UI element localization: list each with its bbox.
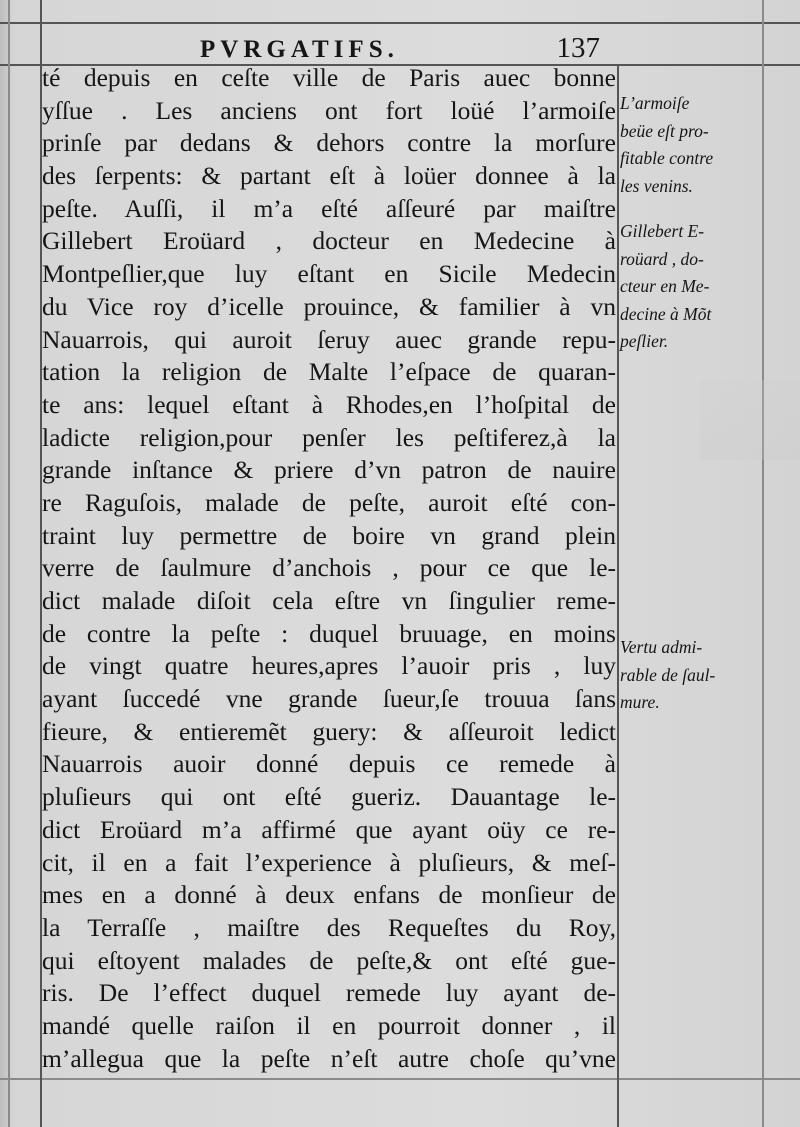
text-line: qui eſtoyent malades de peſte,& ont eſté gue- <box>42 945 616 975</box>
margin-note-line: peſlier. <box>620 331 669 351</box>
text-line: m’allegua que la peſte n’eſt autre choſe qu’vne <box>42 1043 616 1073</box>
text-line: prinſe par dedans & dehors contre la morſure <box>42 128 616 158</box>
margin-note-line: roüard , do- <box>620 248 704 269</box>
margin-note-line: decine à Mõt <box>620 303 712 324</box>
text-line: ladicte religion,pour penſer les peſtiferez,à la <box>42 422 616 452</box>
bleed-through-shadow <box>700 380 800 460</box>
text-line: verre de ſaulmure d’anchois , pour ce que le- <box>42 553 616 583</box>
text-line: Nauarrois auoir donné depuis ce remede à <box>42 749 616 779</box>
text-line: dict Eroüard m’a affirmé que ayant oüy ce re- <box>42 814 616 844</box>
text-line: de vingt quatre heures,apres l’auoir pris , luy <box>42 651 616 681</box>
text-line: tation la religion de Malte l’eſpace de quaran- <box>42 357 616 387</box>
page-number: 137 <box>556 32 600 64</box>
text-line: Gillebert Eroüard , docteur en Medecine à <box>42 226 616 256</box>
margin-note-line: fitable contre <box>620 148 714 168</box>
margin-note-line: les venins. <box>620 175 693 196</box>
outer-left-rule <box>8 0 10 1127</box>
text-line: re Raguſois, malade de peſte, auroit eſté con- <box>42 487 616 517</box>
text-margin-rule <box>617 64 619 1127</box>
text-line: traint luy permettre de boire vn grand plein <box>42 520 616 550</box>
text-line: peſte. Auſſi, il m’a eſté aſſeuré par maiſtre <box>42 193 616 223</box>
margin-note-line: rable de ſaul- <box>620 664 716 685</box>
margin-note-line: Gillebert E- <box>620 221 705 241</box>
margin-note-line: mure. <box>620 692 660 712</box>
margin-note-line: beüe eſt pro- <box>620 120 709 141</box>
text-line: té depuis en ceſte ville de Paris auec bonne <box>42 63 616 92</box>
bottom-rule <box>0 1078 800 1080</box>
margin-note-saulmure <box>620 634 762 717</box>
text-line: yſſue . Les anciens ont fort loüé l’armoiſe <box>42 95 616 125</box>
text-line: mandé quelle raiſon il en pourroit donner , il <box>42 1010 616 1040</box>
main-text-block <box>42 62 616 1075</box>
text-line: fieure, & entieremẽt guery: & aſſeuroit ledict <box>42 716 616 746</box>
text-line: ayant ſuccedé vne grande ſueur,ſe trouua ſans <box>42 684 616 714</box>
top-rule <box>0 22 800 24</box>
running-title: PVRGATIFS. <box>200 36 399 63</box>
text-line: cit, il en a fait l’experience à pluſieurs, & meſ- <box>42 847 616 877</box>
text-line: Nauarrois, qui auroit ſeruy auec grande repu- <box>42 324 616 354</box>
text-line: du Vice roy d’icelle prouince, & familier à vn <box>42 291 616 321</box>
margin-note-eroüard <box>620 218 762 356</box>
margin-note-line: Vertu admi- <box>620 637 703 657</box>
text-line: ris. De l’effect duquel remede luy ayant de- <box>42 978 616 1008</box>
text-line: de contre la peſte : duquel bruuage, en moins <box>42 618 616 648</box>
margin-note-line: L’armoiſe <box>620 93 690 113</box>
margin-note-armoise <box>620 90 762 200</box>
text-line: la Terraſſe , maiſtre des Requeſtes du Roy, <box>42 912 616 942</box>
text-line: Montpeſlier,que luy eſtant en Sicile Medecin <box>42 259 616 289</box>
text-line: pluſieurs qui ont eſté gueriz. Dauantage le- <box>42 782 616 812</box>
text-line: mes en a donné à deux enfans de monſieur de <box>42 880 616 910</box>
margin-note-line: cteur en Me- <box>620 276 710 296</box>
text-line: dict malade diſoit cela eſtre vn ſingulier reme- <box>42 586 616 615</box>
text-line: grande inſtance & priere d’vn patron de nauire <box>42 455 616 485</box>
right-edge-rule <box>762 0 764 1127</box>
text-line: te ans: lequel eſtant à Rhodes,en l’hoſpital de <box>42 389 616 419</box>
text-line: des ſerpents: & partant eſt à loüer donnee à la <box>42 161 616 191</box>
